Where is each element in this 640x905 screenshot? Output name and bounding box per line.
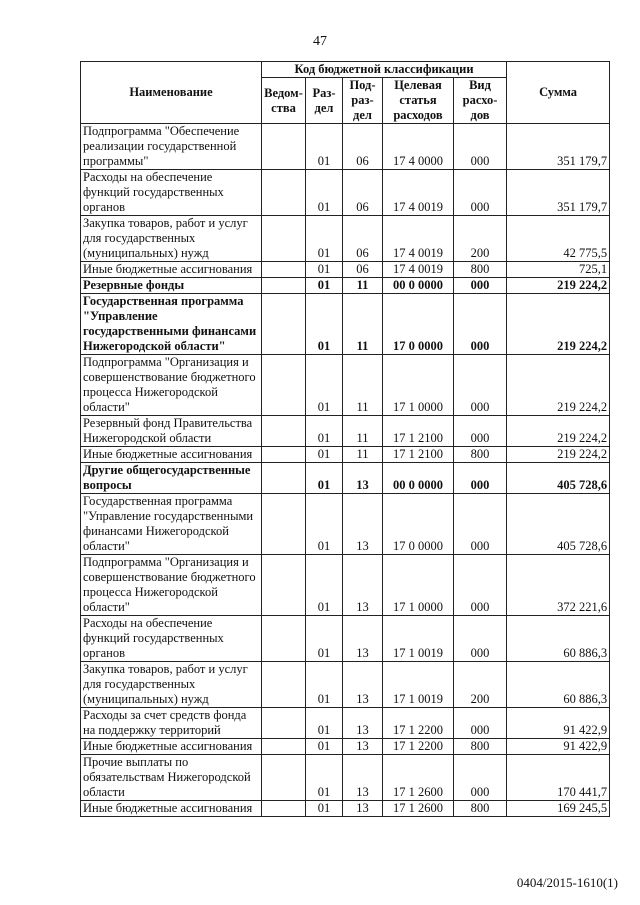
cell-target-item: 17 1 2200: [383, 708, 454, 739]
cell-subsection: 13: [343, 463, 383, 494]
cell-name: Иные бюджетные ассигнования: [81, 801, 262, 817]
cell-target-item: 17 0 0000: [383, 294, 454, 355]
cell-expense-type: 000: [454, 616, 507, 662]
cell-expense-type: 200: [454, 662, 507, 708]
cell-sum: 91 422,9: [507, 739, 610, 755]
cell-section: 01: [306, 278, 343, 294]
cell-subsection: 13: [343, 616, 383, 662]
cell-section: 01: [306, 170, 343, 216]
cell-sum: 372 221,6: [507, 555, 610, 616]
cell-section: 01: [306, 662, 343, 708]
cell-expense-type: 000: [454, 278, 507, 294]
cell-name: Резервный фонд Правительства Нижегородской области: [81, 416, 262, 447]
cell-target-item: 17 4 0019: [383, 216, 454, 262]
cell-expense-type: 800: [454, 262, 507, 278]
cell-sum: 219 224,2: [507, 447, 610, 463]
cell-expense-type: 000: [454, 294, 507, 355]
cell-department: [262, 262, 306, 278]
cell-expense-type: 800: [454, 739, 507, 755]
cell-section: 01: [306, 755, 343, 801]
cell-name: Прочие выплаты по обязательствам Нижегородской области: [81, 755, 262, 801]
header-subsection: Под-раз-дел: [343, 78, 383, 124]
cell-expense-type: 000: [454, 170, 507, 216]
cell-target-item: 00 0 0000: [383, 278, 454, 294]
cell-expense-type: 200: [454, 216, 507, 262]
cell-sum: 405 728,6: [507, 494, 610, 555]
cell-sum: 219 224,2: [507, 416, 610, 447]
table-row: [81, 124, 610, 170]
cell-subsection: 11: [343, 278, 383, 294]
cell-department: [262, 463, 306, 494]
cell-section: 01: [306, 555, 343, 616]
table-row: [81, 294, 610, 355]
cell-subsection: 06: [343, 262, 383, 278]
cell-expense-type: 000: [454, 463, 507, 494]
cell-department: [262, 708, 306, 739]
cell-subsection: 06: [343, 216, 383, 262]
cell-name: Иные бюджетные ассигнования: [81, 447, 262, 463]
cell-sum: 60 886,3: [507, 662, 610, 708]
table-header: [81, 62, 610, 124]
table-row: [81, 416, 610, 447]
cell-section: 01: [306, 124, 343, 170]
cell-department: [262, 801, 306, 817]
cell-expense-type: 800: [454, 801, 507, 817]
cell-subsection: 11: [343, 416, 383, 447]
cell-target-item: 17 1 2100: [383, 447, 454, 463]
header-name: Наименование: [81, 62, 262, 124]
cell-section: 01: [306, 262, 343, 278]
header-budget-code: Код бюджетной классификации: [262, 62, 507, 78]
cell-expense-type: 000: [454, 555, 507, 616]
cell-department: [262, 616, 306, 662]
cell-expense-type: 000: [454, 124, 507, 170]
table-row: [81, 216, 610, 262]
cell-section: 01: [306, 739, 343, 755]
table-row: [81, 755, 610, 801]
cell-sum: 405 728,6: [507, 463, 610, 494]
cell-section: 01: [306, 294, 343, 355]
cell-section: 01: [306, 801, 343, 817]
cell-subsection: 11: [343, 294, 383, 355]
cell-subsection: 13: [343, 494, 383, 555]
cell-expense-type: 000: [454, 416, 507, 447]
header-expense-type: Вид расхо-дов: [454, 78, 507, 124]
cell-name: Подпрограмма "Организация и совершенствование бюджетного процесса Нижегородской области": [81, 355, 262, 416]
cell-target-item: 17 0 0000: [383, 494, 454, 555]
cell-name: Подпрограмма "Обеспечение реализации государственной программы": [81, 124, 262, 170]
document-code: 0404/2015-1610(1): [516, 875, 618, 890]
cell-target-item: 17 1 0019: [383, 662, 454, 708]
cell-section: 01: [306, 216, 343, 262]
cell-subsection: 06: [343, 170, 383, 216]
cell-subsection: 11: [343, 355, 383, 416]
cell-subsection: 13: [343, 801, 383, 817]
cell-name: Расходы на обеспечение функций государственных органов: [81, 616, 262, 662]
cell-target-item: 17 1 2600: [383, 801, 454, 817]
cell-name: Расходы на обеспечение функций государственных органов: [81, 170, 262, 216]
cell-subsection: 13: [343, 555, 383, 616]
table-row: [81, 555, 610, 616]
cell-sum: 219 224,2: [507, 278, 610, 294]
cell-name: Государственная программа "Управление государственными финансами Нижегородской области": [81, 294, 262, 355]
cell-target-item: 17 4 0019: [383, 170, 454, 216]
cell-expense-type: 000: [454, 708, 507, 739]
table-row: [81, 708, 610, 739]
cell-sum: 351 179,7: [507, 170, 610, 216]
cell-sum: 219 224,2: [507, 294, 610, 355]
page-number: 47: [313, 34, 327, 49]
cell-subsection: 06: [343, 124, 383, 170]
cell-department: [262, 662, 306, 708]
cell-name: Иные бюджетные ассигнования: [81, 739, 262, 755]
cell-section: 01: [306, 616, 343, 662]
cell-expense-type: 000: [454, 494, 507, 555]
cell-department: [262, 739, 306, 755]
cell-department: [262, 416, 306, 447]
table-row: [81, 739, 610, 755]
header-department: Ведом-ства: [262, 78, 306, 124]
cell-sum: 170 441,7: [507, 755, 610, 801]
cell-target-item: 17 1 0000: [383, 355, 454, 416]
cell-section: 01: [306, 447, 343, 463]
cell-name: Государственная программа "Управление государственными финансами Нижегородской области": [81, 494, 262, 555]
cell-name: Закупка товаров, работ и услуг для государственных (муниципальных) нужд: [81, 216, 262, 262]
cell-department: [262, 216, 306, 262]
table-row: [81, 616, 610, 662]
table-row: [81, 801, 610, 817]
table-row: [81, 355, 610, 416]
table-row: [81, 662, 610, 708]
table-row: [81, 278, 610, 294]
cell-name: Иные бюджетные ассигнования: [81, 262, 262, 278]
header-sum: Сумма: [507, 62, 610, 124]
cell-subsection: 13: [343, 739, 383, 755]
cell-department: [262, 170, 306, 216]
cell-subsection: 13: [343, 755, 383, 801]
cell-sum: 60 886,3: [507, 616, 610, 662]
cell-name: Расходы за счет средств фонда на поддержку территорий: [81, 708, 262, 739]
cell-department: [262, 355, 306, 416]
header-target-item: Целевая статья расходов: [383, 78, 454, 124]
cell-target-item: 17 1 2600: [383, 755, 454, 801]
cell-sum: 42 775,5: [507, 216, 610, 262]
cell-sum: 351 179,7: [507, 124, 610, 170]
table-row: [81, 170, 610, 216]
table-row: [81, 447, 610, 463]
table-row: [81, 494, 610, 555]
cell-target-item: 17 4 0019: [383, 262, 454, 278]
cell-target-item: 17 1 2100: [383, 416, 454, 447]
cell-name: Другие общегосударственные вопросы: [81, 463, 262, 494]
cell-target-item: 17 1 2200: [383, 739, 454, 755]
table-body: [81, 124, 610, 817]
cell-sum: 725,1: [507, 262, 610, 278]
table-row: [81, 262, 610, 278]
table-row: [81, 463, 610, 494]
cell-department: [262, 755, 306, 801]
cell-sum: 169 245,5: [507, 801, 610, 817]
cell-sum: 91 422,9: [507, 708, 610, 739]
cell-section: 01: [306, 355, 343, 416]
cell-name: Резервные фонды: [81, 278, 262, 294]
cell-department: [262, 294, 306, 355]
cell-subsection: 11: [343, 447, 383, 463]
header-section: Раз-дел: [306, 78, 343, 124]
cell-section: 01: [306, 708, 343, 739]
cell-target-item: 17 1 0019: [383, 616, 454, 662]
cell-department: [262, 494, 306, 555]
cell-section: 01: [306, 416, 343, 447]
cell-department: [262, 447, 306, 463]
cell-expense-type: 800: [454, 447, 507, 463]
budget-table: [80, 61, 610, 817]
cell-name: Подпрограмма "Организация и совершенствование бюджетного процесса Нижегородской области": [81, 555, 262, 616]
cell-target-item: 17 4 0000: [383, 124, 454, 170]
cell-subsection: 13: [343, 662, 383, 708]
cell-section: 01: [306, 463, 343, 494]
cell-subsection: 13: [343, 708, 383, 739]
cell-expense-type: 000: [454, 355, 507, 416]
cell-sum: 219 224,2: [507, 355, 610, 416]
cell-target-item: 00 0 0000: [383, 463, 454, 494]
cell-section: 01: [306, 494, 343, 555]
cell-department: [262, 124, 306, 170]
cell-target-item: 17 1 0000: [383, 555, 454, 616]
cell-department: [262, 278, 306, 294]
cell-department: [262, 555, 306, 616]
cell-name: Закупка товаров, работ и услуг для государственных (муниципальных) нужд: [81, 662, 262, 708]
cell-expense-type: 000: [454, 755, 507, 801]
